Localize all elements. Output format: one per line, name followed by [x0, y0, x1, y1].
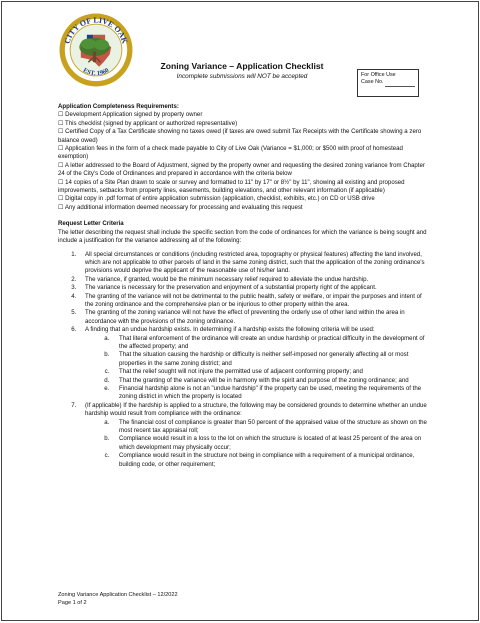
checklist-item[interactable]: ☐ A letter addressed to the Board of Adjustment, signed by the property owner and requesting the desired zoning variance from Chapter 24 of the City's Code of Ordinances and prepared in accordance with the criteria below [58, 161, 425, 178]
hardship-criteria-sublist [85, 335, 430, 402]
criteria-item: 7. (If applicable) If the hardship is applied to a structure, the following may be considered grounds to determine whether an undue hardship would result from compliance with the ordinance: a. The financial cost of compliance is greater than 50 percent of the appraised value of the structure as shown on the most recent tax appraisal roll; b. Compliance would result in a loss to the lot on which the structure is located of at least 25 percent of the area on which development may physically occur; c. Compliance would result in the structure not being in compliance with a requirement of a municipal ordinance, building code, or other requirement; [78, 402, 430, 469]
criteria-list [58, 251, 430, 470]
case-number-row [361, 79, 415, 86]
footer-form-version: Zoning Variance Application Checklist – 12/2022 [58, 592, 178, 598]
svg-text:EST. 1960: EST. 1960 [81, 66, 111, 78]
sub-criteria-item: c. Compliance would result in the structure not being in compliance with a requirement of a municipal ordinance, building code, or other requirement; [111, 452, 430, 469]
checklist-item[interactable]: ☐ This checklist (signed by applicant or authorized representative) [58, 119, 238, 127]
city-seal-logo [58, 12, 134, 88]
checklist-item[interactable]: ☐ Digital copy in .pdf format of entire application submission (application, checklist, exhibits, etc.) on CD or USB drive [58, 195, 375, 203]
office-use-label: For Office Use [361, 72, 396, 78]
criteria-item: 2. The variance, if granted, would be the minimum necessary relief required to alleviate the undue hardship. [78, 276, 430, 284]
document-page [1, 1, 479, 621]
sub-criteria-item: b. That the situation causing the hardship or difficulty is neither self-imposed nor generally affecting all or most properties in the same zoning district; and [111, 351, 430, 368]
case-number-field[interactable] [385, 86, 415, 87]
criteria-item: 6. A finding that an undue hardship exists. In determining if a hardship exists the following criteria will be used: a. That literal enforcement of the ordinance will create an undue hardship or practical difficulty in the development of the affected property; and b. That the situation causing the hardship or difficulty is neither self-imposed nor generally affecting all or most properties in the same zoning district; and c. That the relief sought will not injure the permitted use of adjacent conforming property; and d. That the granting of the variance will be in harmony with the spirit and purpose of the zoning ordinance; and e. Financial hardship alone is not an "undue hardship" if the property can be used, meeting the requirements of the zoning district in which the property is located [78, 326, 430, 402]
sub-criteria-item: d. That the granting of the variance will be in harmony with the spirit and purpose of the zoning ordinance; and [111, 377, 430, 385]
footer-page-number: Page 1 of 2 [58, 599, 87, 606]
sub-criteria-item: b. Compliance would result in a loss to the lot on which the structure is located of at least 25 percent of the area on which development may physically occur; [111, 435, 430, 452]
completeness-heading: Application Completeness Requirements: [58, 103, 179, 110]
checklist-item[interactable]: ☐ 14 copies of a Site Plan drawn to scale or survey and formatted to 11" by 17" or 8½" by 11", showing all existing and proposed improvements, setbacks from property lines, easements, building elevations, and other relevant information (if applicable) [58, 178, 405, 195]
criteria-item: 1. All special circumstances or conditions (including restricted area, topography or physical features) affecting the land involved, which are not applicable to other parcels of land in the same zoning district, such that the application of the zoning ordinance's provisions would deprive the applicant of the reasonable use of his/her land. [78, 251, 430, 276]
sub-criteria-item: c. That the relief sought will not injure the permitted use of adjacent conforming property; and [111, 368, 430, 376]
checklist-item[interactable]: ☐ Development Application signed by property owner [58, 111, 203, 119]
criteria-item: 5. The granting of the zoning variance will not have the effect of preventing the orderly use of other land within the area in accordance with the provisions of the zoning ordinance. [78, 309, 430, 326]
structure-criteria-sublist [85, 419, 430, 469]
page-subtitle: Incomplete submissions will NOT be accepted [176, 73, 308, 80]
criteria-item: 3. The variance is necessary for the preservation and enjoyment of a substantial property right of the applicant. [78, 284, 430, 292]
checklist-item[interactable]: ☐ Application fees in the form of a check made payable to City of Live Oak (Variance = $1,000; or $500 with proof of homestead exemption) [58, 145, 403, 161]
request-letter-intro: The letter describing the request shall include the specific section from the code of ordinances for which the variance is being sought and include a justification for the variance addressing all of the following: [58, 228, 427, 245]
completeness-checklist [58, 111, 430, 212]
main-content [58, 103, 430, 469]
sub-criteria-item: a. That literal enforcement of the ordinance will create an undue hardship or practical difficulty in the development of the affected property; and [111, 335, 430, 352]
request-letter-heading: Request Letter Criteria [58, 220, 124, 228]
criteria-item: 4. The granting of the variance will not be detrimental to the public health, safety or welfare, or impair the purposes and intent of the zoning ordinance and the comprehensive plan or be injurious to other property within the area. [78, 293, 430, 310]
sub-criteria-item: a. The financial cost of compliance is greater than 50 percent of the appraised value of the structure as shown on the most recent tax appraisal roll; [111, 419, 430, 436]
checklist-item[interactable]: ☐ Any additional information deemed necessary for processing and evaluating this request [58, 203, 303, 211]
checklist-item[interactable]: ☐ Certified Copy of a Tax Certificate showing no taxes owed (if taxes are owed submit Tax Receipts with the Certificate showing a zero balance owed) [58, 128, 422, 144]
page-title: Zoning Variance – Application Checklist [160, 61, 324, 71]
office-use-box [357, 69, 419, 97]
case-number-label: Case No. [361, 79, 384, 86]
page-footer [58, 592, 178, 607]
svg-text:CITY OF LIVE OAK: CITY OF LIVE OAK [62, 15, 130, 45]
sub-criteria-item: e. Financial hardship alone is not an "undue hardship" if the property can be used, meeting the requirements of the zoning district in which the property is located [111, 385, 430, 402]
